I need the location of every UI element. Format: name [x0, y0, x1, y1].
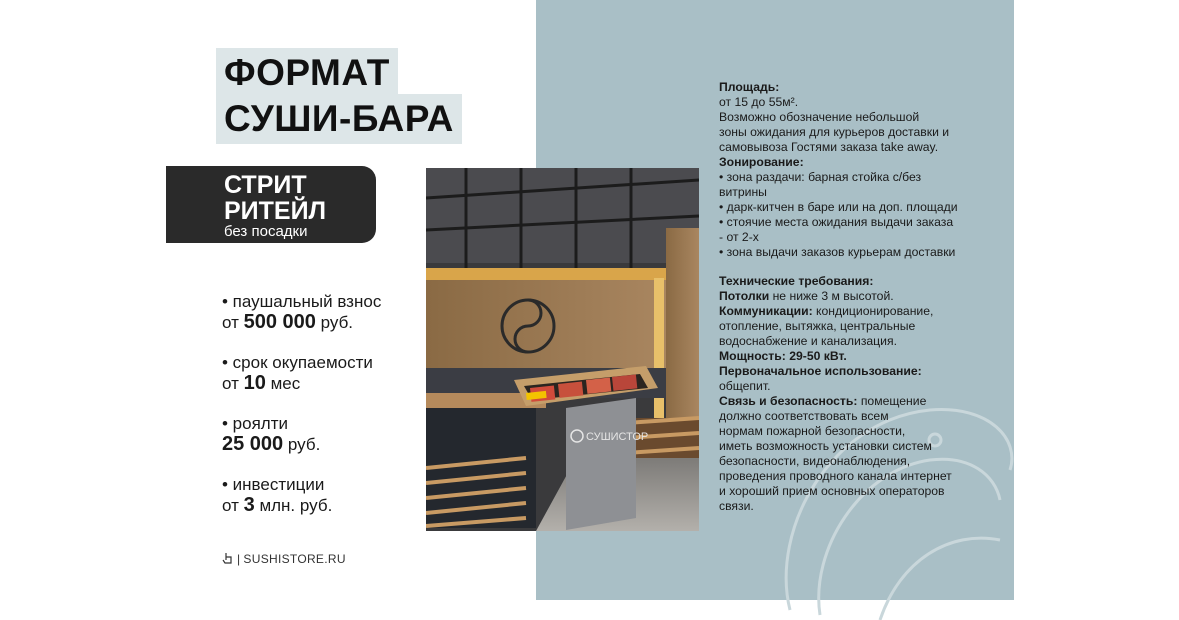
comm-label: Коммуникации:	[719, 304, 813, 318]
term-label: • инвестиции	[222, 475, 325, 494]
area-line: Возможно обозначение небольшой	[719, 110, 920, 124]
footer-divider: |	[237, 552, 241, 566]
use-label: Первоначальное использование:	[719, 364, 922, 378]
security-line: проведения проводного канала интернет	[719, 469, 952, 483]
zoning-line: • стоячие места ожидания выдачи заказа	[719, 215, 954, 229]
term-item-fee	[222, 292, 422, 333]
comm-line: водоснабжение и канализация.	[719, 334, 897, 348]
zoning-line: • дарк-китчен в баре или на доп. площади	[719, 200, 958, 214]
title-line-2: СУШИ-БАРА	[216, 94, 462, 144]
security-value: помещение	[857, 394, 927, 408]
term-unit: мес	[265, 374, 301, 393]
security-label: Связь и безопасность:	[719, 394, 858, 408]
term-prefix: от	[222, 374, 244, 393]
security-line: безопасности, видеонаблюдения,	[719, 454, 911, 468]
security-line: нормам пожарной безопасности,	[719, 424, 906, 438]
term-unit: руб.	[315, 313, 354, 332]
term-item-payback	[222, 353, 422, 394]
zoning-line: • зона раздачи: барная стойка с/без	[719, 170, 922, 184]
security-line: иметь возможность установки систем	[719, 439, 932, 453]
term-item-investment	[222, 475, 422, 516]
format-badge	[166, 166, 376, 243]
ceiling-value: не ниже 3 м высотой.	[769, 289, 894, 303]
term-label: • паушальный взнос	[222, 292, 382, 311]
badge-line-2: РИТЕЙЛ	[224, 197, 327, 225]
footer-link[interactable]	[222, 552, 346, 566]
area-line: от 15 до 55м².	[719, 95, 799, 109]
title-line-1: ФОРМАТ	[216, 48, 398, 94]
sushi-bar-photo	[426, 168, 699, 531]
page-title	[216, 48, 462, 144]
badge-subtitle: без посадки	[224, 223, 308, 240]
zoning-title: Зонирование:	[719, 155, 804, 169]
photo-sign-text: СУШИСТОР	[586, 431, 649, 443]
ceiling-label: Потолки	[719, 289, 770, 303]
footer-site: SUSHISTORE.RU	[243, 552, 346, 566]
term-item-royalty	[222, 414, 422, 455]
requirements-text	[719, 80, 999, 514]
term-prefix: от	[222, 496, 244, 515]
security-line: должно соответствовать всем	[719, 409, 889, 423]
term-label: • роялти	[222, 414, 288, 433]
power-label: Мощность: 29-50 кВт.	[719, 349, 847, 363]
badge-line-1: СТРИТ	[224, 171, 307, 199]
area-line: самовывоза Гостями заказа take away.	[719, 140, 939, 154]
terms-list	[222, 292, 422, 536]
term-prefix: от	[222, 313, 244, 332]
use-value: общепит.	[719, 379, 771, 393]
area-title: Площадь:	[719, 80, 780, 94]
tech-title: Технические требования:	[719, 274, 874, 288]
comm-value: кондиционирование,	[812, 304, 934, 318]
security-line: и хороший прием основных операторов	[719, 484, 945, 498]
term-unit: руб.	[283, 435, 321, 454]
term-label: • срок окупаемости	[222, 353, 373, 372]
comm-line: отопление, вытяжка, центральные	[719, 319, 916, 333]
term-value: 500 000	[243, 311, 316, 333]
term-value: 25 000	[222, 433, 284, 455]
term-value: 3	[243, 494, 255, 516]
zoning-line: - от 2-х	[719, 230, 759, 244]
zoning-line: • зона выдачи заказов курьерам доставки	[719, 245, 956, 259]
zoning-line: витрины	[719, 185, 767, 199]
pointer-hand-icon	[222, 552, 234, 566]
security-line: связи.	[719, 499, 754, 513]
term-unit: млн. руб.	[254, 496, 333, 515]
term-value: 10	[243, 372, 266, 394]
area-line: зоны ожидания для курьеров доставки и	[719, 125, 950, 139]
